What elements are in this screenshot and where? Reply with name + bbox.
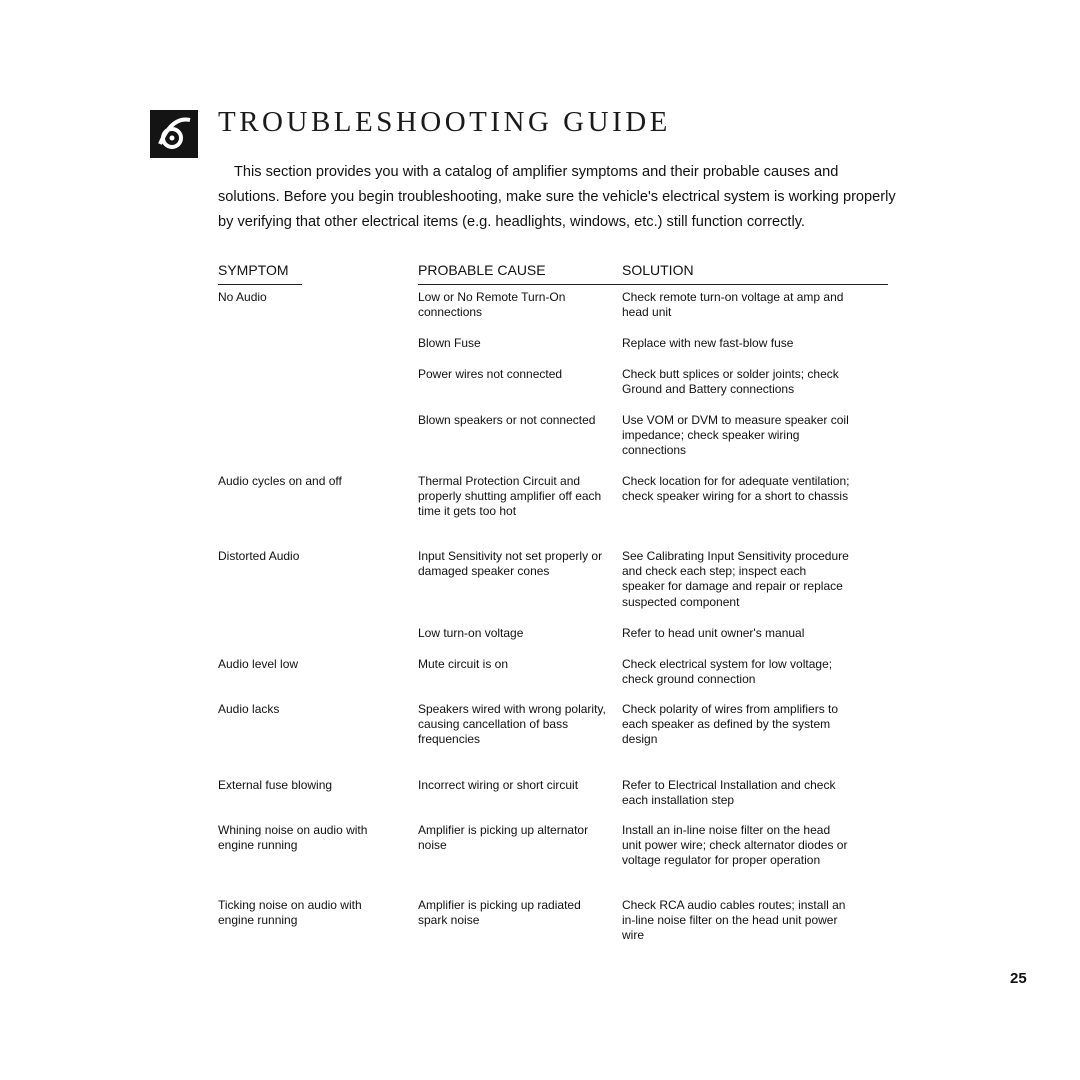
solution-cell: Install an in-line noise filter on the head unit power wire; check alternator diodes or voltage regulator for proper operation [622,823,848,868]
intro-paragraph [218,160,898,235]
cause-cell: Input Sensitivity not set properly or damaged speaker cones [418,549,603,579]
solution-cell: Check location for for adequate ventilation; check speaker wiring for a short to chassis [622,474,850,504]
cause-cell: Speakers wired with wrong polarity, causing cancellation of bass frequencies [418,702,606,747]
symptom-cell: Whining noise on audio with engine running [218,823,368,853]
symptom-cell: Audio cycles on and off [218,474,342,488]
cause-cell: Blown speakers or not connected [418,413,596,427]
cause-cell: Incorrect wiring or short circuit [418,778,579,792]
cause-cell: Low turn-on voltage [418,626,524,640]
page-number: 25 [1010,970,1027,987]
symptom-cell: Audio lacks [218,702,280,716]
solution-cell: Use VOM or DVM to measure speaker coil impedance; check speaker wiring connections [622,413,849,458]
cause-cell: Power wires not connected [418,367,563,381]
solution-cell: Check polarity of wires from amplifiers to each speaker as defined by the system design [622,702,839,747]
symptom-cell: Ticking noise on audio with engine running [218,898,362,928]
symptom-cell: Audio level low [218,657,299,671]
symptom-cell: No Audio [218,290,267,304]
cause-cell: Mute circuit is on [418,657,509,671]
solution-cell: See Calibrating Input Sensitivity procedure and check each step; inspect each speaker for damage and repair or replace suspected component [622,549,849,609]
symptom-column-header: SYMPTOM [218,262,289,278]
solution-cell: Check remote turn-on voltage at amp and head unit [622,290,844,320]
intro-text: This section provides you with a catalog of amplifier symptoms and their probable causes and solutions. Before you begin troubleshooting, make sure the vehicle's electrical system is working properly by verifying that other electrical items (e.g. headlights, windows, etc.) still function correctly. [218,164,896,230]
solution-cell: Refer to head unit owner's manual [622,626,805,640]
logo-icon [150,110,198,158]
solution-cell: Refer to Electrical Installation and check each installation step [622,778,836,808]
page-title: TROUBLESHOOTING GUIDE [218,106,671,138]
circular-swirl-logo-icon [150,110,198,158]
probable-cause-column-header: PROBABLE CAUSE [418,262,546,278]
symptom-header-rule [218,284,302,285]
cause-cell: Low or No Remote Turn-On connections [418,290,566,320]
cause-cell: Blown Fuse [418,336,481,350]
symptom-cell: External fuse blowing [218,778,333,792]
solution-cell: Replace with new fast-blow fuse [622,336,794,350]
symptom-cell: Distorted Audio [218,549,300,563]
header-rule [418,284,888,285]
solution-cell: Check butt splices or solder joints; check Ground and Battery connections [622,367,839,397]
cause-cell: Thermal Protection Circuit and properly shutting amplifier off each time it gets too hot [418,474,602,519]
solution-cell: Check RCA audio cables routes; install an in-line noise filter on the head unit power wire [622,898,846,943]
solution-cell: Check electrical system for low voltage; check ground connection [622,657,833,687]
solution-column-header: SOLUTION [622,262,694,278]
cause-cell: Amplifier is picking up alternator noise [418,823,589,853]
cause-cell: Amplifier is picking up radiated spark noise [418,898,581,928]
